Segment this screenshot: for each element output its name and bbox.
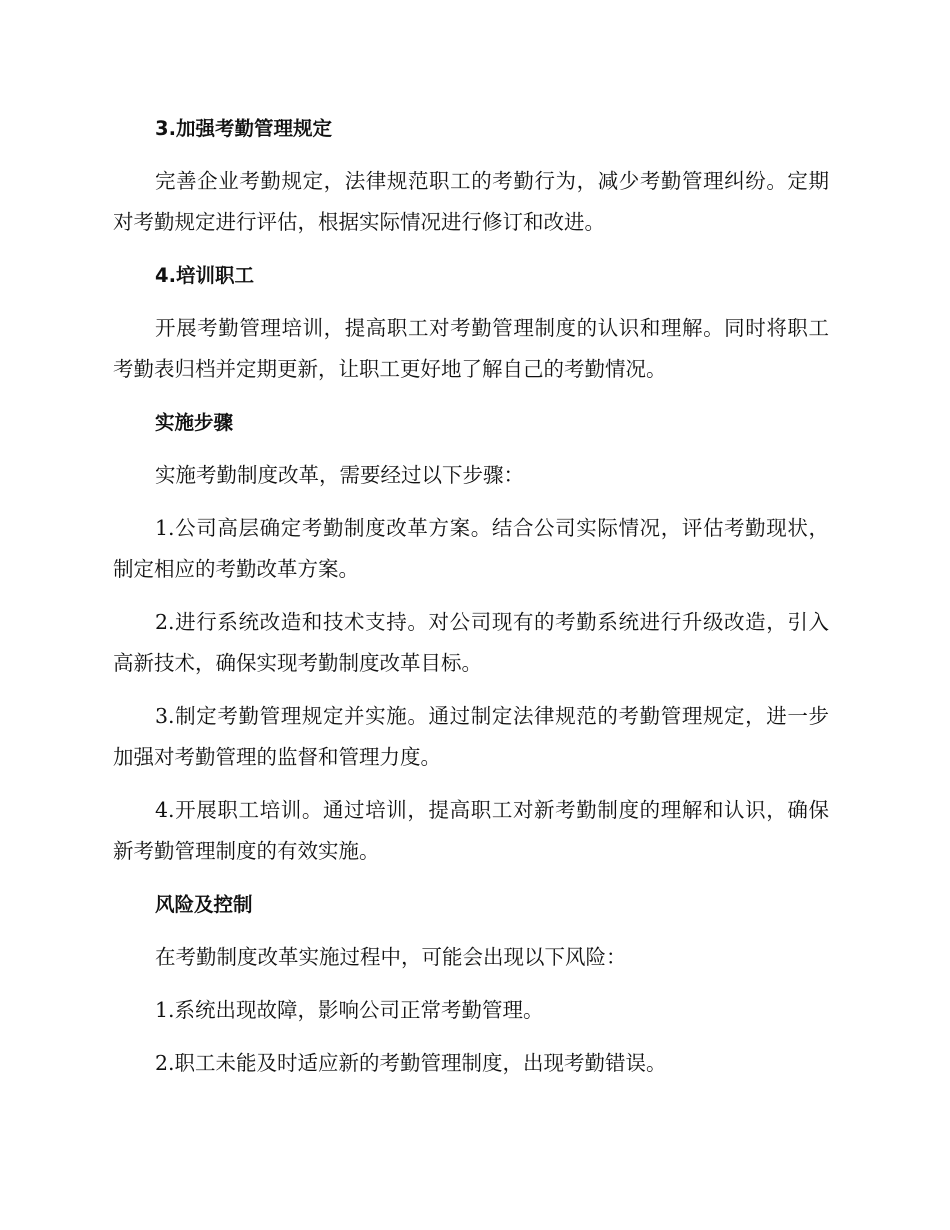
section-heading-risk-control: 风险及控制 [155,893,253,916]
list-item-step-3: 3.制定考勤管理规定并实施。通过制定法律规范的考勤管理规定，进一步加强对考勤管理的监督和管理力度。 [113,704,829,769]
section-heading-train-staff: 4.培训职工 [155,264,254,287]
document-body [113,108,829,1096]
section-heading-implementation-steps: 实施步骤 [155,411,234,434]
paragraph-train-staff: 开展考勤管理培训，提高职工对考勤管理制度的认识和理解。同时将职工考勤表归档并定期更新，让职工更好地了解自己的考勤情况。 [113,316,829,381]
list-item-step-2: 2.进行系统改造和技术支持。对公司现有的考勤系统进行升级改造，引入高新技术，确保实现考勤制度改革目标。 [113,610,829,675]
list-item-risk-1: 1.系统出现故障，影响公司正常考勤管理。 [155,998,544,1022]
list-item-risk-2: 2.职工未能及时适应新的考勤管理制度，出现考勤错误。 [155,1051,667,1075]
paragraph-steps-intro: 实施考勤制度改革，需要经过以下步骤： [155,463,524,487]
section-heading-strengthen-rules: 3.加强考勤管理规定 [155,117,332,140]
paragraph-risk-intro: 在考勤制度改革实施过程中，可能会出现以下风险： [155,945,627,969]
list-item-step-4: 4.开展职工培训。通过培训，提高职工对新考勤制度的理解和认识，确保新考勤管理制度的有效实施。 [113,798,829,863]
list-item-step-1: 1.公司高层确定考勤制度改革方案。结合公司实际情况，评估考勤现状，制定相应的考勤改革方案。 [113,516,829,581]
paragraph-strengthen-rules: 完善企业考勤规定，法律规范职工的考勤行为，减少考勤管理纠纷。定期对考勤规定进行评估，根据实际情况进行修订和改进。 [113,169,829,234]
